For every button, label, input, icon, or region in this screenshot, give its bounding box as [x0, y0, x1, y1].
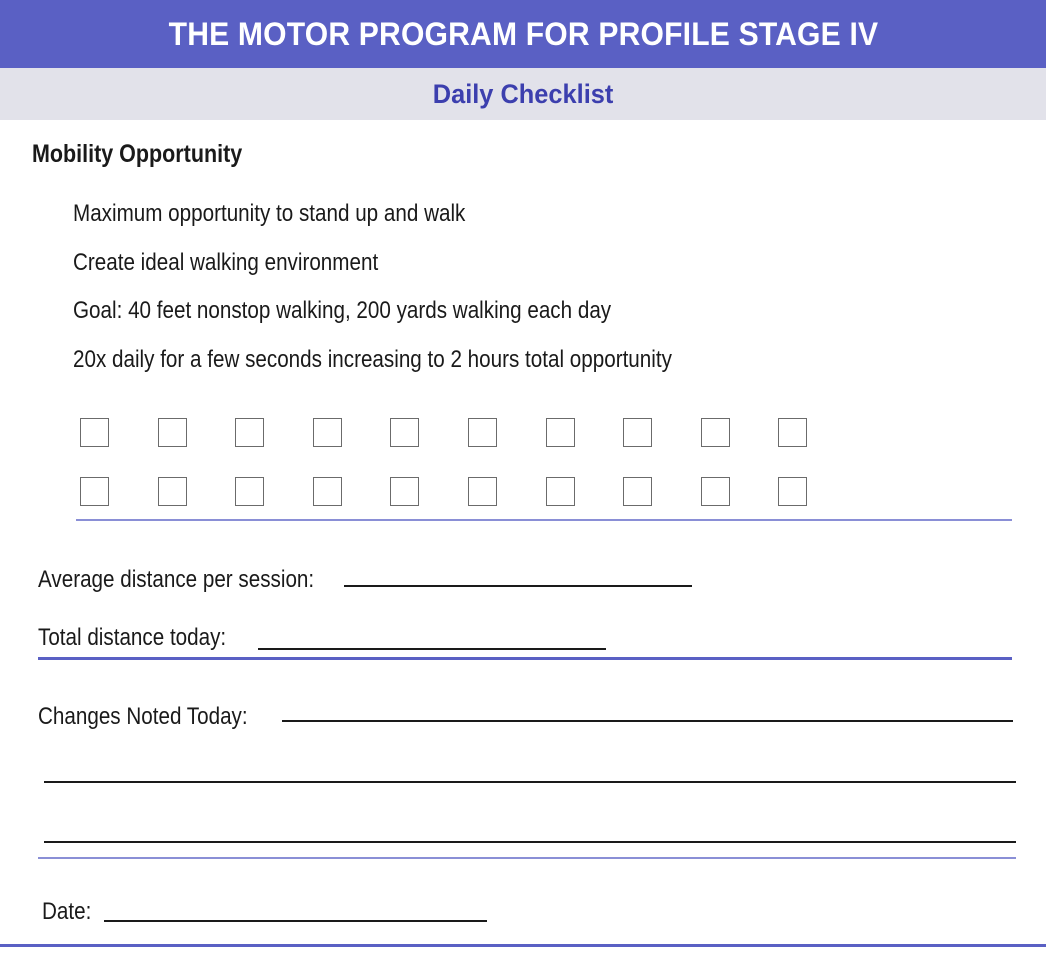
checkbox[interactable] — [778, 477, 807, 506]
checkbox[interactable] — [546, 418, 575, 447]
checkbox[interactable] — [235, 477, 264, 506]
checkbox[interactable] — [623, 477, 652, 506]
checkbox[interactable] — [158, 418, 187, 447]
section-divider — [38, 657, 1012, 660]
page-title: THE MOTOR PROGRAM FOR PROFILE STAGE IV — [168, 15, 878, 52]
list-item: 20x daily for a few seconds increasing to 2 hours total opportunity — [73, 346, 672, 373]
total-distance-field[interactable] — [258, 648, 606, 650]
subtitle-bar — [0, 68, 1046, 120]
total-distance-label: Total distance today: — [38, 624, 227, 651]
changes-noted-line[interactable] — [44, 841, 1016, 843]
checkbox[interactable] — [80, 477, 109, 506]
section-heading: Mobility Opportunity — [32, 140, 243, 168]
checkbox[interactable] — [313, 477, 342, 506]
checkbox[interactable] — [235, 418, 264, 447]
list-item: Goal: 40 feet nonstop walking, 200 yards walking each day — [73, 297, 612, 324]
average-distance-label: Average distance per session: — [38, 566, 315, 593]
list-item: Maximum opportunity to stand up and walk — [73, 200, 466, 227]
checkbox[interactable] — [468, 418, 497, 447]
changes-noted-label: Changes Noted Today: — [38, 703, 248, 730]
checkbox[interactable] — [313, 418, 342, 447]
checkbox[interactable] — [80, 418, 109, 447]
section-divider — [38, 857, 1016, 859]
checkbox[interactable] — [623, 418, 652, 447]
checkbox[interactable] — [701, 418, 730, 447]
checkbox[interactable] — [468, 477, 497, 506]
page-subtitle: Daily Checklist — [432, 78, 614, 109]
checkbox[interactable] — [390, 418, 419, 447]
bottom-border — [0, 944, 1046, 947]
checkbox[interactable] — [158, 477, 187, 506]
average-distance-field[interactable] — [344, 585, 692, 587]
section-divider — [76, 519, 1012, 521]
title-bar — [0, 0, 1046, 68]
list-item: Create ideal walking environment — [73, 249, 379, 276]
checkbox[interactable] — [778, 418, 807, 447]
date-field[interactable] — [104, 920, 487, 922]
changes-noted-field[interactable] — [282, 720, 1013, 722]
changes-noted-line[interactable] — [44, 781, 1016, 783]
checkbox[interactable] — [546, 477, 575, 506]
checkbox[interactable] — [701, 477, 730, 506]
checkbox[interactable] — [390, 477, 419, 506]
date-label: Date: — [42, 898, 92, 925]
